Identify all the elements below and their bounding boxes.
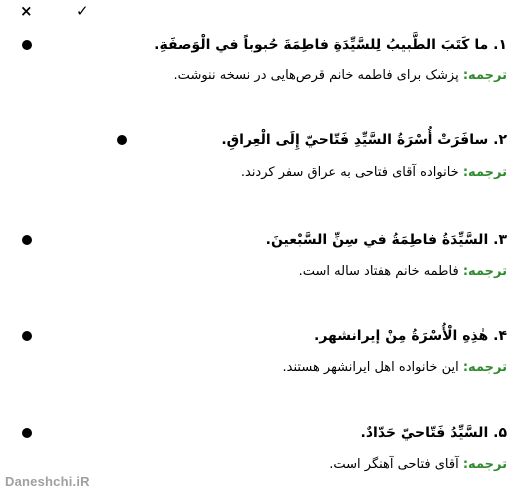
translation-text: پزشک برای فاطمه خانم قرص‌هایی در نسخه ننوشت. (173, 68, 459, 83)
watermark: Daneshchi.iR (5, 474, 90, 489)
translation-text: این خانواده اهل ایرانشهر هستند. (282, 360, 459, 375)
question-1 (154, 35, 507, 55)
question-2 (221, 130, 507, 150)
translation-4 (283, 358, 507, 378)
question-4 (314, 326, 507, 346)
translation-label: ترجمه: (462, 165, 507, 180)
question-sentence: ما كَتَبَ الطَّبيبُ لِلسَّيِّدَةِ فاطِمَةَ حُبوباً في الْوَصفَةِ. (154, 37, 489, 53)
translation-label: ترجمه: (462, 68, 507, 83)
question-3 (266, 230, 507, 250)
wrong-mark-header: × (20, 2, 33, 20)
question-sentence: سافَرَتْ أُسْرَةُ السَّيِّدِ فَتّاحيّ إِلَى الْعِراقِ. (221, 132, 489, 148)
answer-bullet-3[interactable] (22, 235, 32, 245)
question-5 (361, 423, 507, 443)
question-sentence: السَّيِّدُ فَتّاحيّ حَدّادٌ. (360, 425, 489, 441)
translation-text: آقای فتاحی آهنگر است. (329, 457, 459, 472)
translation-label: ترجمه: (462, 264, 507, 279)
translation-label: ترجمه: (462, 457, 507, 472)
answer-bullet-4[interactable] (22, 331, 32, 341)
right-mark-header: ✓ (76, 2, 89, 20)
translation-3 (299, 262, 507, 282)
answer-bullet-1[interactable] (22, 40, 32, 50)
question-sentence: هٰذِهِ الْأُسْرَةُ مِنْ إيرانشهر. (314, 328, 489, 344)
translation-label: ترجمه: (462, 360, 507, 375)
answer-bullet-5[interactable] (22, 428, 32, 438)
translation-text: خانواده آقای فتاحی به عراق سفر کردند. (240, 165, 459, 180)
question-number: ٢. (493, 132, 507, 148)
translation-2 (241, 163, 507, 183)
question-number: ١. (493, 37, 507, 53)
question-number: ۵. (493, 425, 507, 441)
translation-text: فاطمه خانم هفتاد ساله است. (298, 264, 459, 279)
translation-5 (329, 455, 507, 475)
question-number: ۴. (493, 328, 507, 344)
question-sentence: السَّيِّدَةُ فاطِمَةُ في سِنِّ السَّبْعينَ. (265, 232, 489, 248)
answer-bullet-2[interactable] (117, 135, 127, 145)
question-number: ٣. (493, 232, 507, 248)
translation-1 (174, 66, 507, 86)
